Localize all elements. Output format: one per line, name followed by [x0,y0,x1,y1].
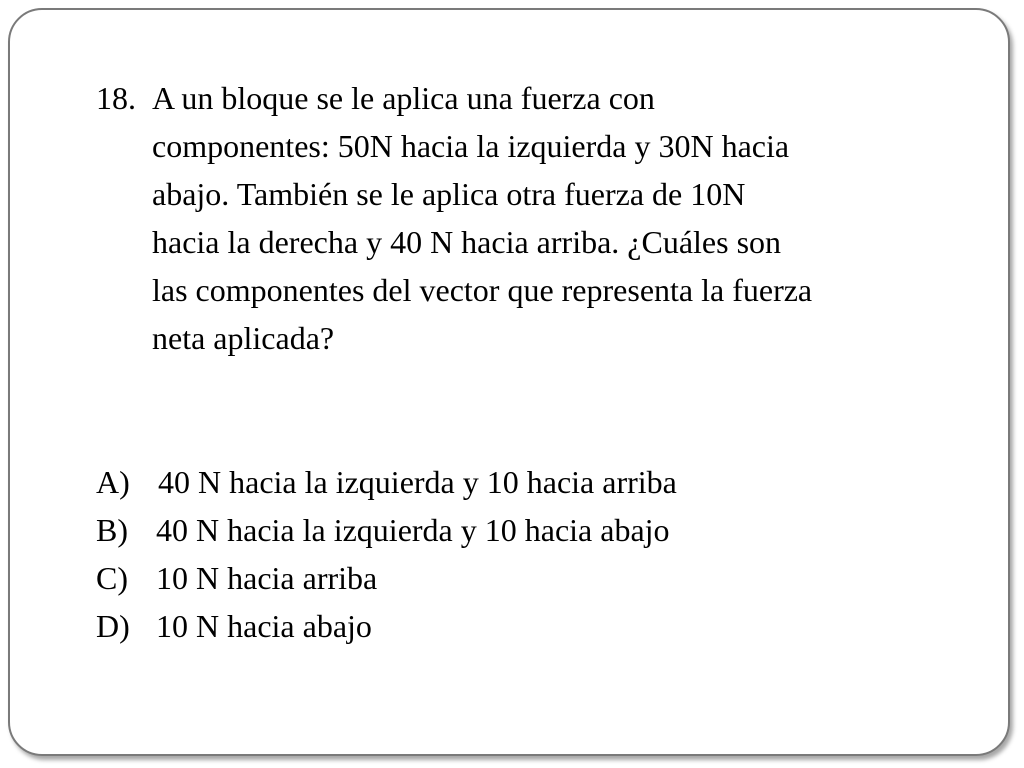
option-d [96,602,986,650]
option-a [96,458,986,506]
option-c [96,554,986,602]
option-text: 40 N hacia la izquierda y 10 hacia abajo [156,512,670,548]
question-block [96,74,986,362]
question-line: las componentes del vector que representa la fuerza [152,272,813,308]
question-number: 18. [96,80,136,116]
answer-options [96,458,986,650]
question-line: abajo. También se le aplica otra fuerza de 10N [152,176,746,212]
question-text [152,74,986,362]
option-letter: C) [96,560,128,596]
option-letter: D) [96,608,130,644]
question-line: A un bloque se le aplica una fuerza con [152,80,655,116]
question-line: neta aplicada? [152,320,335,356]
option-b [96,506,986,554]
option-text: 10 N hacia arriba [156,560,378,596]
question-line: hacia la derecha y 40 N hacia arriba. ¿Cuáles son [152,224,782,260]
option-text: 40 N hacia la izquierda y 10 hacia arriba [158,464,677,500]
slide-content [96,74,986,650]
option-letter: A) [96,464,130,500]
option-text: 10 N hacia abajo [156,608,372,644]
option-letter: B) [96,512,128,548]
question-line: componentes: 50N hacia la izquierda y 30N hacia [152,128,790,164]
